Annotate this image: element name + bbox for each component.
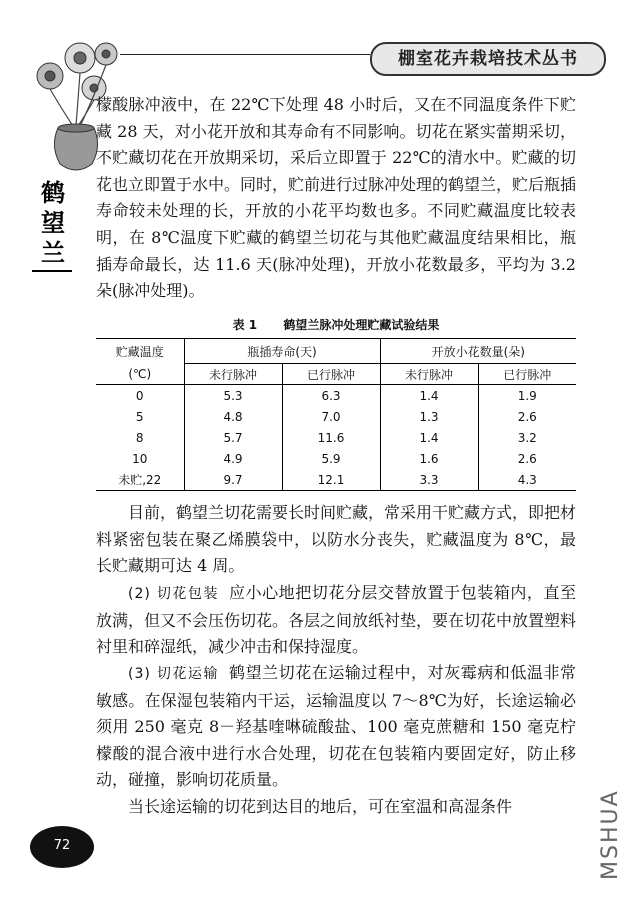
- cell-open-untreated: 1.6: [380, 448, 478, 469]
- cell-life-treated: 6.3: [282, 385, 380, 407]
- cell-life-untreated: 5.3: [184, 385, 282, 407]
- paragraph-1: 檬酸脉冲液中，在 22℃下处理 48 小时后，又在不同温度条件下贮藏 28 天，对小花开放和其寿命有不同影响。切花在紧实蕾期采切，不贮藏切花在开放期采切，采后立即置于 22℃的清水中。贮藏的切花也立即置于水中。同时，贮前进行过脉冲处理的鹤望兰，贮后瓶插寿命较未处理的长，开放的小花平均数也多。不同贮藏温度比较表明，在 8℃温度下贮藏的鹤望兰切花与其他贮藏温度结果相比，瓶插寿命最长，达 11.6 天(脉冲处理)，开放小花数最多，平均为 3.2 朵(脉冲处理)。: [96, 95, 577, 301]
- storage-trial-table: [96, 338, 576, 491]
- cell-open-untreated: 1.3: [380, 406, 478, 427]
- cell-life-untreated: 5.7: [184, 427, 282, 448]
- cell-temp: 10: [132, 451, 148, 466]
- paragraph-4-text: 鹤望兰切花在运输过程中，对灰霉病和低温非常敏感。在保湿包装箱内干运，运输温度以 7～8℃为好，长途运输必须用 250 毫克 8－羟基喹啉硫酸盐、100 毫克蔗糖和 150 毫克柠檬酸的混合液中进行水合处理，切花在包装箱内要固定好，防止移动，碰撞，影响切花质量。: [96, 663, 576, 790]
- header-life-untreated: 未行脉冲: [184, 364, 282, 385]
- table-number: 表 1: [232, 318, 258, 332]
- header-temp-line2: (℃): [96, 364, 184, 385]
- cell-temp: 5: [135, 409, 144, 424]
- header-life-treated: 已行脉冲: [282, 364, 380, 385]
- section-heading-packaging: (2) 切花包装: [128, 586, 220, 602]
- cell-open-treated: 2.6: [478, 448, 576, 469]
- table-row: [96, 385, 576, 407]
- table-row: [96, 448, 576, 469]
- table-row: [96, 406, 576, 427]
- header-temp-line1: 贮藏温度: [96, 339, 184, 364]
- header-open-treated: 已行脉冲: [478, 364, 576, 385]
- page-number: 72: [53, 838, 71, 853]
- cell-open-untreated: 1.4: [380, 427, 478, 448]
- paragraph-5: 当长途运输的切花到达目的地后，可在室温和高湿条件: [128, 797, 513, 816]
- paragraph-3-text: 应小心地把切花分层交替放置于包装箱内，直至放满，但又不会压伤切花。各层之间放纸衬垫，要在切花中放置塑料衬里和碎湿纸，减少冲击和保持湿度。: [96, 583, 577, 657]
- cell-life-treated: 7.0: [282, 406, 380, 427]
- cell-life-treated: 5.9: [282, 448, 380, 469]
- watermark-text: MSHUA: [598, 789, 623, 881]
- section-heading-transport: (3) 切花运输: [128, 666, 220, 682]
- cell-open-untreated: 3.3: [380, 469, 478, 491]
- header-open-untreated: 未行脉冲: [380, 364, 478, 385]
- cell-temp: 8: [135, 430, 144, 445]
- cell-open-untreated: 1.4: [380, 385, 478, 407]
- paragraph-4: [96, 660, 576, 794]
- table-caption-text: 鹤望兰脉冲处理贮藏试验结果: [283, 318, 440, 332]
- header-rule: [120, 54, 370, 55]
- header-vase-life: 瓶插寿命(天): [184, 339, 380, 364]
- cell-temp: 0: [135, 388, 144, 403]
- table-row: [96, 469, 576, 491]
- cell-open-treated: 1.9: [478, 385, 576, 407]
- cell-temp: 未贮,22: [96, 469, 184, 491]
- series-title-badge: 棚室花卉栽培技术丛书: [370, 42, 606, 76]
- cell-life-untreated: 4.9: [184, 448, 282, 469]
- table-caption: [96, 316, 576, 333]
- table-row: [96, 427, 576, 448]
- chapter-side-title: 鹤望兰: [41, 178, 65, 267]
- cell-life-untreated: 9.7: [184, 469, 282, 491]
- cell-open-treated: 3.2: [478, 427, 576, 448]
- cell-open-treated: 4.3: [478, 469, 576, 491]
- paragraph-3: [96, 580, 576, 661]
- paragraph-2: 目前，鹤望兰切花需要长时间贮藏，常采用干贮藏方式，即把材料紧密包装在聚乙烯膜袋中，以防水分丧失，贮藏温度为 8℃，最长贮藏期可达 4 周。: [96, 503, 577, 576]
- side-title-rule: [32, 270, 72, 272]
- cell-life-treated: 11.6: [282, 427, 380, 448]
- cell-open-treated: 2.6: [478, 406, 576, 427]
- cell-life-untreated: 4.8: [184, 406, 282, 427]
- header-open-florets: 开放小花数量(朵): [380, 339, 576, 364]
- cell-life-treated: 12.1: [282, 469, 380, 491]
